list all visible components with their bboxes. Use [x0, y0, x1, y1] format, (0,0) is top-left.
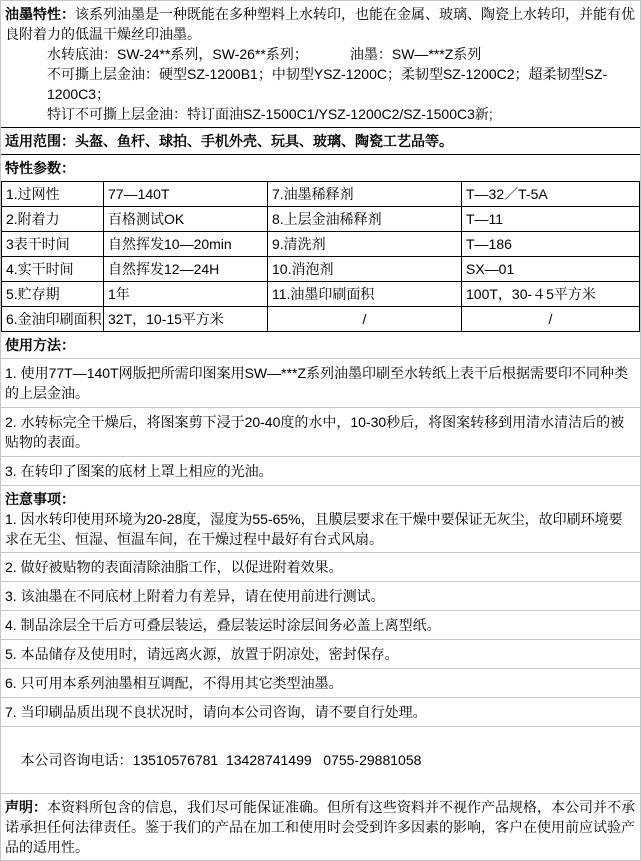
ink-properties-label: 油墨特性：: [5, 6, 75, 22]
param-value-cell: T—32／T-5A: [462, 182, 640, 207]
contact-phones: 13510576781 13428741499 0755-29881058: [132, 752, 422, 768]
param-value-cell: 77—140T: [104, 182, 268, 207]
param-value-cell: T—186: [462, 232, 640, 257]
param-empty-cell: /: [462, 307, 640, 332]
disclaimer-text: 本资料所包含的信息，我们尽可能保证准确。但所有这些资料并不视作产品规格，本公司并不承诺承担任何法律责任。鉴于我们的产品在加工和使用时会受到许多因素的影响，客户在使用前应试验产品的适用性。: [5, 799, 635, 855]
section-ink-properties: [1, 1, 640, 128]
ink-base-oil-line: [5, 44, 636, 64]
param-name-cell: 8.上层金油稀释剂: [268, 207, 462, 232]
table-row: [2, 232, 640, 257]
note-item: 1. 因水转印使用环境为20-28度，湿度为55-65%，且膜层要求在干燥中要保证无灰尘，故印刷环境要求在无尘、恒湿、恒温车间，在干燥过程中最好有台式风扇。: [5, 511, 623, 547]
note-item: 4. 制品涂层全干后方可叠层装运，叠层装运时涂层间务必盖上离型纸。: [1, 611, 640, 640]
param-value-cell: 1年: [104, 282, 268, 307]
param-name-cell: 5.贮存期: [2, 282, 104, 307]
notes-label: 注意事项：: [5, 491, 75, 507]
param-name-cell: 7.油墨稀释剂: [268, 182, 462, 207]
ink-topcoat-line: 不可撕上层金油：硬型SZ-1200B1；中韧型YSZ-1200C；柔韧型SZ-1200C2；超柔韧型SZ-1200C3；: [47, 66, 608, 102]
note-item: 3. 该油墨在不同底材上附着力有差异，请在使用前进行测试。: [1, 582, 640, 611]
section-disclaimer: [1, 794, 640, 860]
note-item: 2. 做好被贴物的表面清除油脂工作，以促进附着效果。: [1, 553, 640, 582]
param-value-cell: T—11: [462, 207, 640, 232]
disclaimer-label: 声明：: [5, 799, 47, 815]
contact-label: 本公司咨询电话：: [20, 752, 133, 768]
usage-step: 2. 水转标完全干燥后，将图案剪下浸于20-40度的水中，10-30秒后，将图案转移到用清水清洁后的被贴物的表面。: [1, 408, 640, 457]
parameters-table: [1, 181, 640, 332]
usage-label: 使用方法：: [5, 337, 75, 353]
section-contact: [1, 727, 640, 794]
ink-properties-description: 该系列油墨是一种既能在多种塑料上水转印，也能在金属、玻璃、陶瓷上水转印，并能有优良附着力的低温干燥丝印油墨。: [5, 6, 635, 42]
table-row: [2, 257, 640, 282]
param-name-cell: 11.油墨印刷面积: [268, 282, 462, 307]
table-row: [2, 182, 640, 207]
ink-series: 油墨：SW—***Z系列: [349, 46, 482, 62]
param-name-cell: 6.金油印刷面积: [2, 307, 104, 332]
section-application: [1, 128, 640, 155]
param-value-cell: 百格测试OK: [104, 207, 268, 232]
section-usage-heading: [1, 332, 640, 359]
ink-properties-paragraph: [5, 4, 636, 44]
note-item: 6. 只可用本系列油墨相互调配，不得用其它类型油墨。: [1, 669, 640, 698]
application-text: 头盔、鱼杆、球拍、手机外壳、玩具、玻璃、陶瓷工艺品等。: [75, 133, 453, 149]
param-value-cell: 自然挥发12—24H: [104, 257, 268, 282]
param-value-cell: 32T，10-15平方米: [104, 307, 268, 332]
param-name-cell: 9.清洗剂: [268, 232, 462, 257]
param-name-cell: 3表干时间: [2, 232, 104, 257]
table-row: [2, 207, 640, 232]
param-empty-cell: /: [268, 307, 462, 332]
param-name-cell: 2.附着力: [2, 207, 104, 232]
param-value-cell: 自然挥发10—20min: [104, 232, 268, 257]
section-parameters-heading: [1, 155, 640, 181]
param-name-cell: 4.实干时间: [2, 257, 104, 282]
table-row: [2, 307, 640, 332]
param-value-cell: SX—01: [462, 257, 640, 282]
usage-step: 3. 在转印了图案的底材上罩上相应的光油。: [1, 457, 640, 486]
param-value-cell: 100T，30-４5平方米: [462, 282, 640, 307]
table-row: [2, 282, 640, 307]
note-item: 7. 当印刷品质出现不良状况时，请向本公司咨询，请不要自行处理。: [1, 698, 640, 727]
section-notes: [1, 486, 640, 553]
ink-base-oil: 水转底油：SW-24**系列，SW-26**系列；: [47, 46, 308, 62]
ink-custom-topcoat-line: 特订不可撕上层金油：特订面油SZ-1500C1/YSZ-1200C2/SZ-1500C3新;: [47, 106, 493, 122]
param-name-cell: 1.过网性: [2, 182, 104, 207]
note-item: 5. 本品储存及使用时，请远离火源，放置于阴凉处，密封保存。: [1, 640, 640, 669]
param-name-cell: 10.消泡剂: [268, 257, 462, 282]
application-label: 适用范围：: [5, 133, 75, 149]
usage-step: 1. 使用77T—140T网版把所需印图案用SW—***Z系列油墨印刷至水转纸上表干后根据需要印不同种类的上层金油。: [1, 359, 640, 408]
parameters-label: 特性参数：: [5, 160, 75, 176]
